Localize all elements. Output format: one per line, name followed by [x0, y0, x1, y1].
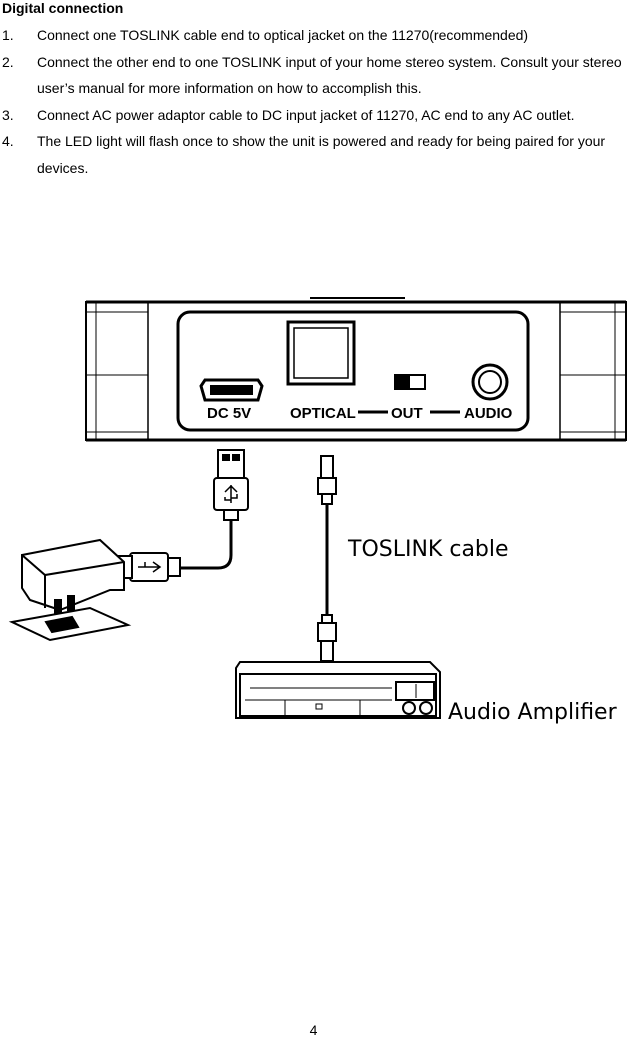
switch-icon [395, 375, 425, 389]
instruction-step [0, 128, 627, 181]
usb-plug-icon [214, 450, 248, 520]
dc-port-icon [201, 380, 262, 400]
step-number: 4. [2, 133, 14, 149]
connection-diagram [0, 280, 627, 730]
amplifier-icon [236, 662, 440, 718]
power-adapter-icon [12, 540, 128, 640]
step-text: Connect the other end to one TOSLINK input of your home stereo system. Consult your stereo user’s manual for more information on how to accomplish this. [37, 53, 622, 96]
step-text: The LED light will flash once to show the unit is powered and ready for being paired for your devices. [37, 133, 606, 176]
instruction-list [0, 22, 627, 181]
instruction-step [0, 102, 627, 129]
step-number: 1. [2, 27, 14, 43]
port-label-optical: OPTICAL [290, 405, 356, 422]
section-heading: Digital connection [2, 0, 124, 16]
instruction-step [0, 49, 627, 102]
page-number: 4 [309, 1022, 318, 1038]
step-number: 3. [2, 106, 14, 123]
port-label-out: OUT [391, 405, 423, 422]
port-label-audio: AUDIO [464, 405, 513, 422]
port-label-dc: DC 5V [207, 405, 252, 422]
optical-port-icon [288, 322, 354, 384]
step-number: 2. [2, 53, 14, 70]
toslink-cable-icon [318, 456, 336, 661]
step-text: Connect AC power adaptor cable to DC input jacket of 11270, AC end to any AC outlet. [37, 106, 575, 123]
usb-plug-icon [118, 553, 180, 581]
audio-jack-icon [473, 365, 507, 399]
cable-label: TOSLINK cable [348, 537, 509, 562]
device-unit [86, 298, 626, 440]
step-text: Connect one TOSLINK cable end to optical jacket on the 11270(recommended) [37, 27, 529, 43]
instruction-step [0, 22, 627, 49]
amplifier-label: Audio Amplifier [448, 700, 617, 725]
